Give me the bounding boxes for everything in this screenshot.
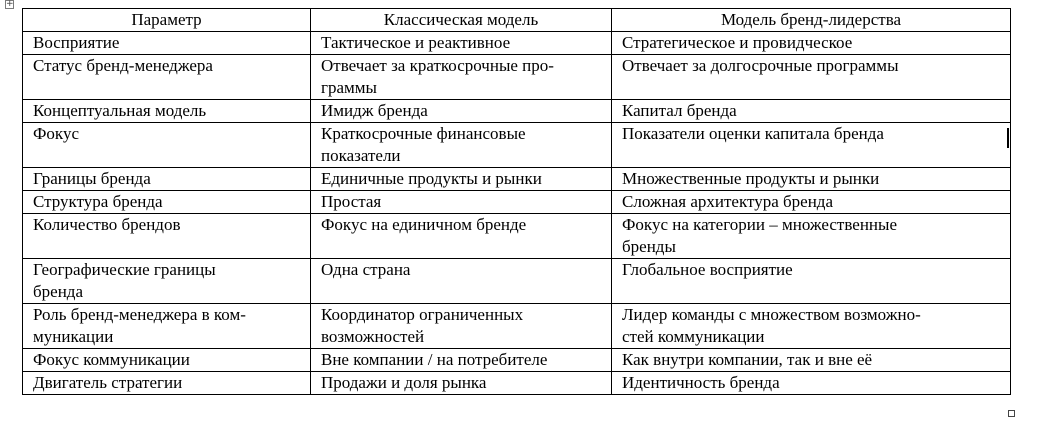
- column-header-classic-model: Классическая модель: [311, 9, 612, 32]
- column-header-parameter: Параметр: [23, 9, 311, 32]
- table-cell-parameter: Структура бренда: [23, 191, 311, 214]
- table-cell-brand-leadership-model: Сложная архитектура бренда: [612, 191, 1011, 214]
- table-row: [23, 304, 1011, 349]
- table-cell-brand-leadership-model: Фокус на категории – множественные бренды: [612, 214, 1011, 259]
- table-body: [23, 9, 1011, 395]
- table-cell-parameter: Роль бренд-менеджера в ком- муникации: [23, 304, 311, 349]
- table-cell-parameter: Статус бренд-менеджера: [23, 55, 311, 100]
- table-cell-brand-leadership-model: Отвечает за долгосрочные программы: [612, 55, 1011, 100]
- table-cell-classic-model: Имидж бренда: [311, 100, 612, 123]
- table-cell-parameter: Географические границы бренда: [23, 259, 311, 304]
- table-cell-brand-leadership-model: Глобальное восприятие: [612, 259, 1011, 304]
- text-cursor: [1007, 128, 1009, 148]
- table-cell-classic-model: Вне компании / на потребителе: [311, 349, 612, 372]
- comparison-table: [22, 8, 1011, 395]
- table-row: [23, 214, 1011, 259]
- table-cell-brand-leadership-model: Показатели оценки капитала бренда: [612, 123, 1011, 168]
- table-cell-classic-model: Краткосрочные финансовые показатели: [311, 123, 612, 168]
- table-cell-brand-leadership-model: Как внутри компании, так и вне её: [612, 349, 1011, 372]
- table-row: [23, 372, 1011, 395]
- table-cell-parameter: Количество брендов: [23, 214, 311, 259]
- table-cell-parameter: Границы бренда: [23, 168, 311, 191]
- table-cell-classic-model: Тактическое и реактивное: [311, 32, 612, 55]
- table-row: [23, 168, 1011, 191]
- table-cell-brand-leadership-model: Идентичность бренда: [612, 372, 1011, 395]
- column-header-brand-leadership-model: Модель бренд-лидерства: [612, 9, 1011, 32]
- table-row: [23, 259, 1011, 304]
- table-cell-classic-model: Фокус на единичном бренде: [311, 214, 612, 259]
- table-cell-classic-model: Отвечает за краткосрочные про- граммы: [311, 55, 612, 100]
- table-move-handle-icon[interactable]: +: [6, 0, 14, 9]
- table-cell-classic-model: Единичные продукты и рынки: [311, 168, 612, 191]
- table-cell-brand-leadership-model: Стратегическое и провидческое: [612, 32, 1011, 55]
- table-resize-handle-icon[interactable]: [1008, 410, 1015, 417]
- table-cell-parameter: Фокус коммуникации: [23, 349, 311, 372]
- table-cell-brand-leadership-model: Капитал бренда: [612, 100, 1011, 123]
- table-cell-parameter: Восприятие: [23, 32, 311, 55]
- table-row: [23, 32, 1011, 55]
- table-row: [23, 55, 1011, 100]
- table-row: [23, 100, 1011, 123]
- table-cell-brand-leadership-model: Лидер команды с множеством возможно- стей коммуникации: [612, 304, 1011, 349]
- table-row: [23, 191, 1011, 214]
- table-cell-classic-model: Продажи и доля рынка: [311, 372, 612, 395]
- table-row: [23, 123, 1011, 168]
- table-header-row: [23, 9, 1011, 32]
- table-cell-classic-model: Простая: [311, 191, 612, 214]
- table-cell-classic-model: Координатор ограниченных возможностей: [311, 304, 612, 349]
- table-cell-parameter: Концептуальная модель: [23, 100, 311, 123]
- table-cell-classic-model: Одна страна: [311, 259, 612, 304]
- table-cell-brand-leadership-model: Множественные продукты и рынки: [612, 168, 1011, 191]
- table-cell-parameter: Двигатель стратегии: [23, 372, 311, 395]
- table-row: [23, 349, 1011, 372]
- table-cell-parameter: Фокус: [23, 123, 311, 168]
